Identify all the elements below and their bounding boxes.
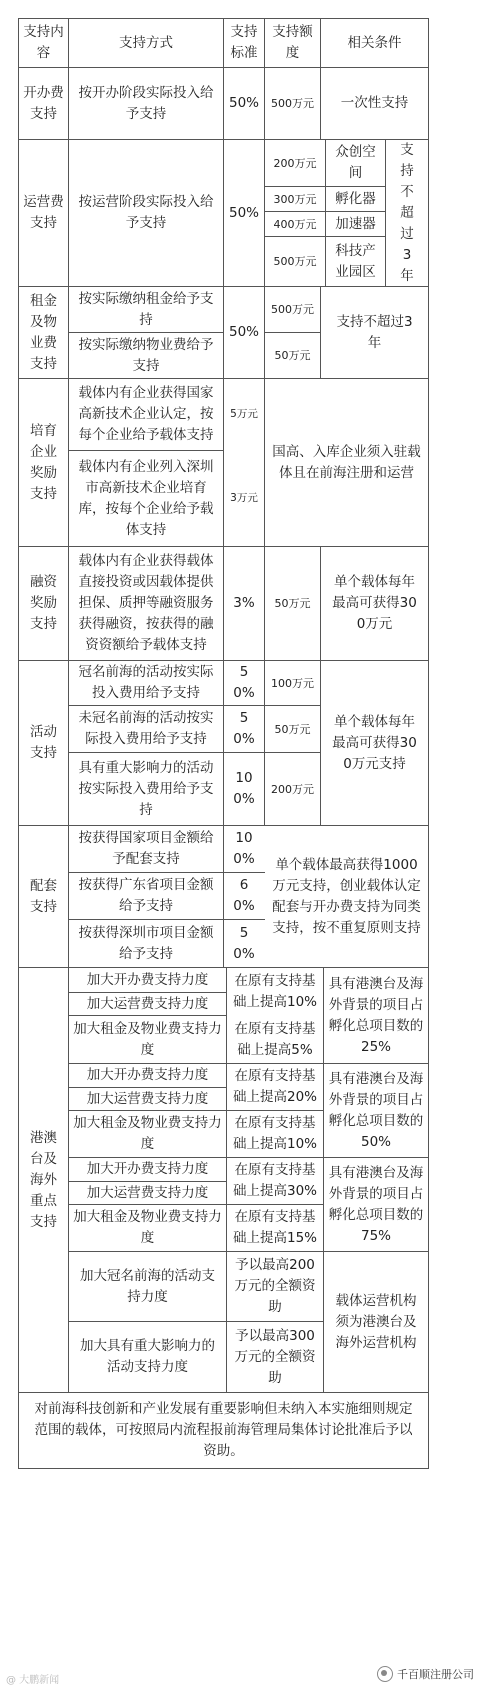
hk-g2-standard-3: 在原有支持基础上提高10% (232, 1115, 317, 1152)
header-conditions: 相关条件 (347, 34, 402, 51)
hk-activity-standard-2: 予以最高300万元的全额资助 (234, 1327, 316, 1386)
operation-type-1: 众创空间 (335, 144, 376, 181)
col-divider (385, 139, 386, 286)
incubate-method-1: 载体内有企业获得国家高新技术企业认定，按每个企业给予载体支持 (78, 385, 214, 443)
hk-g3-standard-3: 在原有支持基础上提高15% (232, 1209, 317, 1246)
rent-standard: 50% (228, 324, 259, 340)
header-support-standard: 支持标准 (230, 24, 258, 61)
operation-method: 按运营阶段实际投入给予支持 (78, 194, 214, 231)
matching-method-3: 按获得深圳市项目金额给予支持 (78, 924, 214, 962)
rent-method-2: 按实际缴纳物业费给予支持 (78, 336, 214, 374)
hk-g2-method-1: 加大开办费支持力度 (86, 1067, 209, 1083)
hk-activity-condition: 载体运营机构须为港澳台及海外运营机构 (335, 1292, 417, 1351)
matching-standard-3: 50% (233, 924, 255, 962)
operation-type-2: 孵化器 (335, 190, 376, 207)
finance-method: 载体内有企业获得载体直接投资或因载体提供担保、质押等融资服务获得融资，按获得的融资资额给予载体支持 (78, 553, 214, 653)
watermark-right (377, 1666, 474, 1682)
header-support-method: 支持方式 (119, 34, 173, 51)
operation-label: 运营费支持 (23, 194, 64, 231)
operation-type-4: 科技产业园区 (335, 242, 376, 280)
hk-g1-standard-2: 在原有支持基础上提高10% (232, 972, 317, 1010)
hk-activity-method-1: 加大冠名前海的活动支持力度 (80, 1267, 215, 1305)
operation-amount-1: 200万元 (273, 156, 317, 170)
hk-g3-condition: 具有港澳台及海外背景的项目占孵化总项目数的75% (328, 1164, 424, 1244)
wechat-icon (377, 1666, 393, 1682)
watermark-right-text: 千百顺注册公司 (397, 1668, 474, 1681)
operation-type-3: 加速器 (335, 215, 376, 232)
hk-g1-method-2: 加大运营费支持力度 (86, 995, 209, 1012)
hk-g1-standard-3: 在原有支持基础上提高5% (234, 1020, 316, 1058)
startup-standard: 50% (228, 95, 259, 111)
rent-amount-2: 50万元 (274, 349, 311, 362)
activity-standard-3: 100% (233, 770, 255, 807)
table-border-right (428, 18, 429, 1469)
operation-condition: 支持不超过3年 (400, 141, 414, 284)
startup-label: 开办费支持 (23, 84, 64, 122)
header-support-amount: 支持额度 (272, 24, 313, 61)
hk-g2-standard-1: 在原有支持基础上提高20% (232, 1068, 317, 1105)
hk-g1-method-3: 加大租金及物业费支持力度 (73, 1020, 222, 1058)
finance-amount: 50万元 (274, 597, 311, 610)
activity-condition: 单个载体每年最高可获得300万元支持 (332, 713, 417, 772)
incubate-amount-2: 3万元 (230, 492, 258, 504)
incubate-condition: 国高、入库企业须入驻载体且在前海注册和运营 (272, 443, 421, 481)
incubate-method-2: 载体内有企业列入深圳市高新技术企业培育库，按每个企业给予载体支持 (78, 458, 214, 538)
rent-condition: 支持不超过3年 (336, 313, 413, 351)
hk-g2-method-3: 加大租金及物业费支持力度 (73, 1115, 222, 1152)
activity-amount-1: 100万元 (271, 676, 314, 690)
table-border-bottom (18, 1468, 428, 1469)
hk-g1-method-1: 加大开办费支持力度 (86, 971, 209, 988)
hk-activity-standard-1: 予以最高200万元的全额资助 (234, 1257, 316, 1315)
matching-condition: 单个载体最高获得1000万元支持，创业载体认定配套与开办费支持为同类支持，按不重复原则支持 (272, 856, 421, 936)
incubate-label: 培育企业奖励支持 (30, 422, 57, 502)
finance-standard: 3% (233, 595, 255, 611)
hk-activity-method-2: 加大具有重大影响力的活动支持力度 (80, 1338, 215, 1375)
startup-amount: 500万元 (271, 97, 314, 110)
operation-standard: 50% (228, 204, 259, 221)
header-support-content: 支持内容 (23, 24, 64, 61)
matching-method-1: 按获得国家项目金额给予配套支持 (78, 830, 214, 867)
activity-standard-2: 50% (233, 710, 255, 747)
incubate-amount-1: 5万元 (230, 408, 258, 420)
finance-condition: 单个载体每年最高可获得300万元 (332, 574, 417, 632)
activity-standard-1: 50% (233, 664, 255, 701)
hk-g2-condition: 具有港澳台及海外背景的项目占孵化总项目数的50% (328, 1070, 424, 1150)
hk-label: 港澳台及海外重点支持 (30, 1129, 57, 1230)
hk-g3-standard-1: 在原有支持基础上提高30% (232, 1162, 317, 1199)
hk-g3-method-2: 加大运营费支持力度 (86, 1184, 209, 1201)
activity-method-2: 未冠名前海的活动按实际投入费用给予支持 (78, 710, 214, 747)
rent-amount-1: 500万元 (271, 303, 314, 316)
hk-g3-method-3: 加大租金及物业费支持力度 (73, 1209, 222, 1246)
hk-g2-method-2: 加大运营费支持力度 (86, 1090, 209, 1107)
startup-method: 按开办阶段实际投入给予支持 (78, 84, 214, 122)
activity-method-1: 冠名前海的活动按实际投入费用给予支持 (78, 664, 214, 701)
matching-label: 配套支持 (30, 877, 57, 915)
operation-amount-4: 500万元 (273, 255, 317, 268)
startup-condition: 一次性支持 (340, 95, 409, 111)
watermark-left: @ 大鹏新闻 (6, 1675, 60, 1686)
matching-method-2: 按获得广东省项目金额给予支持 (78, 877, 214, 914)
activity-amount-2: 50万元 (274, 722, 311, 736)
finance-label: 融资奖励支持 (30, 574, 57, 632)
matching-standard-2: 60% (233, 877, 255, 914)
activity-label: 活动支持 (30, 724, 57, 761)
rent-label: 租金及物业费支持 (30, 292, 57, 372)
rent-method-1: 按实际缴纳租金给予支持 (78, 290, 214, 328)
footer-note: 对前海科技创新和产业发展有重要影响但未纳入本实施细则规定范围的载体，可按照局内流程报前海管理局集体讨论批准后予以资助。 (34, 1401, 413, 1459)
hk-g1-condition: 具有港澳台及海外背景的项目占孵化总项目数的25% (328, 975, 424, 1055)
hk-g3-method-1: 加大开办费支持力度 (86, 1161, 209, 1177)
matching-standard-1: 100% (233, 830, 255, 867)
operation-amount-2: 300万元 (273, 192, 317, 206)
activity-amount-3: 200万元 (271, 782, 314, 796)
operation-amount-3: 400万元 (273, 217, 317, 231)
activity-method-3: 具有重大影响力的活动按实际投入费用给予支持 (78, 759, 214, 818)
